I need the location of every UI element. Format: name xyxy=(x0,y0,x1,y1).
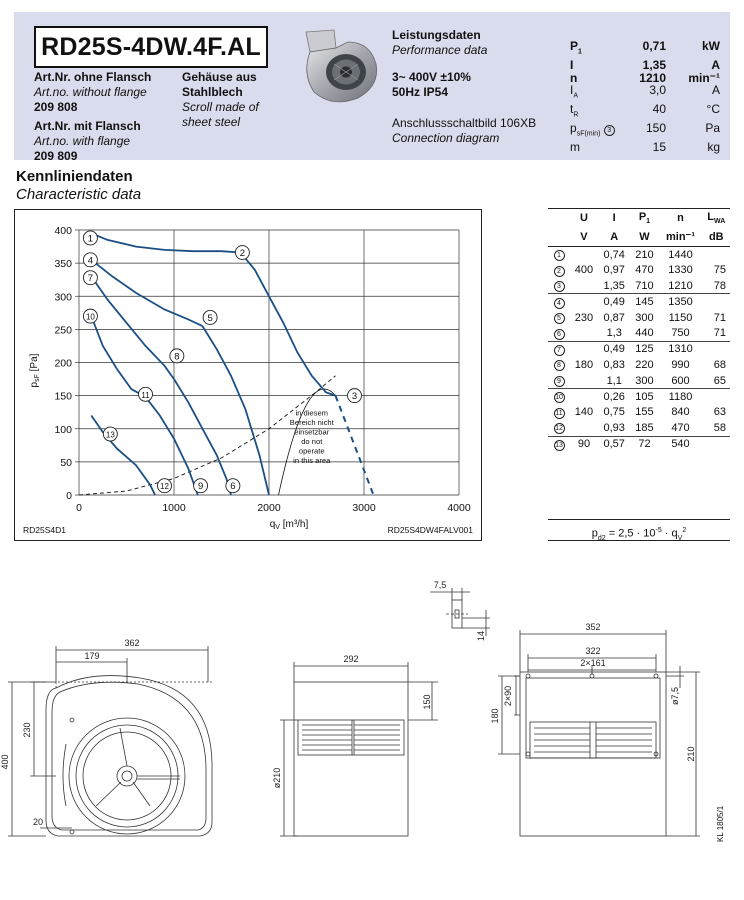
chart-svg xyxy=(15,210,481,540)
x-axis-label: $q_V$ [m³/h] xyxy=(269,519,309,531)
cell-i: 1,3 xyxy=(598,325,631,341)
curve-marker: 8 xyxy=(554,360,565,371)
spec-row xyxy=(570,122,720,141)
cell-l xyxy=(703,436,730,452)
cell-u: 90 xyxy=(577,438,591,451)
cell-l xyxy=(703,294,730,310)
y-axis-label: $p_{sF}$ [Pa] xyxy=(29,353,41,388)
y-tick-label: 300 xyxy=(54,291,72,304)
cell-u: 180 xyxy=(574,358,594,371)
curve-marker: 3 xyxy=(554,281,565,292)
cell-p: 220 xyxy=(635,358,654,371)
cell-p: 105 xyxy=(635,390,654,403)
cell-l: 68 xyxy=(713,358,726,371)
chart-footer-right: RD25S4DW4FALV001 xyxy=(387,525,473,535)
unit-n: min⁻¹ xyxy=(658,228,702,247)
x-tick-label: 3000 xyxy=(352,502,376,514)
curve-marker-label: 9 xyxy=(197,481,204,493)
header-panel xyxy=(14,12,730,163)
spec-row xyxy=(570,103,720,122)
dim-20: 20 xyxy=(32,817,44,827)
curve-marker-label: 8 xyxy=(174,351,180,363)
flange-detail xyxy=(446,600,468,628)
cell-i: 1,35 xyxy=(598,278,631,294)
dim-292: 292 xyxy=(343,654,359,664)
curve-marker-label: 7 xyxy=(87,273,94,285)
y-tick-label: 400 xyxy=(54,225,72,237)
table-row xyxy=(548,262,730,278)
cell-n: 1210 xyxy=(658,278,702,294)
curve-marker: 13 xyxy=(555,441,563,449)
curve-4 xyxy=(91,260,202,326)
system-curve-formula: $p_{d2} = 2,5 \cdot 10^{-5} \cdot q_V^2$ xyxy=(548,519,730,541)
cell-n: 470 xyxy=(658,420,702,436)
row-id xyxy=(548,436,570,452)
outlet-view xyxy=(520,672,666,836)
housing-de-2: Stahlblech xyxy=(182,85,243,99)
x-tick-label: 0 xyxy=(76,502,82,514)
cell-l: 63 xyxy=(713,406,726,419)
table-row xyxy=(548,404,730,420)
cell-u: 400 xyxy=(574,264,594,277)
dim-210-outlet: 210 xyxy=(686,746,696,762)
spec-val: 3,0 xyxy=(649,83,666,98)
curve-marker: 11 xyxy=(555,409,563,417)
cell-i: 1,1 xyxy=(598,373,631,389)
spec-sym: $t_R$ xyxy=(570,102,579,119)
spec-unit: °C xyxy=(706,102,720,117)
cell-p: 125 xyxy=(635,343,654,356)
dim-2x90: 2×90 xyxy=(503,685,513,707)
row-id xyxy=(548,389,570,405)
spec-row xyxy=(570,59,720,72)
curve-marker: 9 xyxy=(554,376,565,387)
unit-i: A xyxy=(598,228,631,247)
spec-unit: kW xyxy=(702,39,720,53)
table-row xyxy=(548,294,730,310)
side-view xyxy=(294,682,408,836)
curve-marker-label: 3 xyxy=(351,391,358,403)
col-p: $P_1$ xyxy=(631,209,659,228)
table-row xyxy=(548,278,730,294)
curve-marker: 5 xyxy=(554,313,565,324)
table-row xyxy=(548,389,730,405)
curve-marker: 12 xyxy=(555,425,563,433)
row-id xyxy=(548,420,570,436)
curve-2 xyxy=(241,253,336,396)
conn-en: Connection diagram xyxy=(392,131,500,145)
chart-footer-left: RD25S4D1 xyxy=(23,525,66,535)
dim-210-side: ø210 xyxy=(272,767,282,789)
dim-14: 14 xyxy=(476,630,486,642)
curve-5 xyxy=(203,326,270,495)
doc-code: KL 1805/1 xyxy=(716,805,725,842)
cell-l xyxy=(703,341,730,357)
spec-sym: I xyxy=(570,57,574,72)
cell-n: 1310 xyxy=(668,343,693,356)
cell-l: 78 xyxy=(703,278,730,294)
curve-13 xyxy=(91,416,155,496)
x-tick-label: 2000 xyxy=(257,502,281,514)
cell-i: 0,83 xyxy=(603,358,625,371)
spec-val: 1,35 xyxy=(642,57,666,72)
cell-i: 0,49 xyxy=(603,343,625,356)
cell-l: 71 xyxy=(703,325,730,341)
cell-n: 1330 xyxy=(668,264,693,277)
table-row xyxy=(548,373,730,389)
cell-p: 710 xyxy=(631,278,659,294)
spec-unit: A xyxy=(711,83,720,98)
fan-photo xyxy=(296,24,384,108)
y-tick-label: 0 xyxy=(66,490,72,502)
spec-unit: min⁻¹ xyxy=(688,70,720,85)
cell-p: 300 xyxy=(635,311,654,324)
section-title-de: Kennliniendaten xyxy=(16,168,133,185)
curve-7 xyxy=(91,276,174,379)
spec-row xyxy=(570,84,720,103)
cell-n: 990 xyxy=(671,358,690,371)
section-title xyxy=(16,168,141,204)
art-no-with-value: 209 809 xyxy=(34,149,78,163)
curve-marker-label: 12 xyxy=(160,482,169,492)
cell-l xyxy=(703,389,730,405)
col-lwa: $L_{WA}$ xyxy=(703,209,730,228)
dim-7-5: 7,5 xyxy=(433,580,447,590)
row-id xyxy=(548,262,570,278)
table-header xyxy=(548,209,730,228)
curve-marker: 1 xyxy=(554,250,565,261)
table-row xyxy=(548,247,730,263)
cell-u xyxy=(570,420,598,436)
curve-marker: 4 xyxy=(554,298,565,309)
table-row xyxy=(548,436,730,452)
housing-de-1: Gehäuse aus xyxy=(182,70,257,84)
cell-l: 75 xyxy=(713,264,726,277)
row-id xyxy=(548,310,570,326)
cell-u xyxy=(570,247,598,263)
spec-row xyxy=(570,40,720,59)
cell-u xyxy=(570,373,598,389)
table-row xyxy=(548,420,730,436)
cell-n: 540 xyxy=(671,438,690,451)
y-tick-label: 350 xyxy=(54,258,72,271)
curve-10 xyxy=(91,316,145,397)
cell-i: 0,87 xyxy=(603,311,625,324)
housing-en-1: Scroll made of xyxy=(182,100,259,114)
cell-i: 0,26 xyxy=(603,390,625,403)
dim-322: 322 xyxy=(585,646,601,656)
table-row xyxy=(548,310,730,326)
freq-ip: 50Hz IP54 xyxy=(392,85,449,99)
curve-marker-label: 4 xyxy=(87,255,94,267)
characteristic-chart xyxy=(14,209,482,541)
dim-2x161: 2×161 xyxy=(580,658,606,668)
model-title: RD25S-4DW.4F.AL xyxy=(34,26,268,68)
spec-unit: Pa xyxy=(705,121,720,136)
spec-sym: n xyxy=(570,70,578,85)
curve-1 xyxy=(91,233,240,252)
col-n: n xyxy=(658,209,702,228)
cell-p: 470 xyxy=(635,264,654,277)
spec-val: 15 xyxy=(652,140,666,155)
front-view xyxy=(46,676,212,836)
curve-marker-label: 2 xyxy=(239,248,246,260)
cell-u: 230 xyxy=(574,311,594,324)
cell-p: 145 xyxy=(635,296,654,309)
cell-l: 71 xyxy=(713,311,726,324)
cell-n: 600 xyxy=(658,373,702,389)
operating-limit-line xyxy=(336,396,374,495)
art-no-block xyxy=(34,70,194,164)
unit-p: W xyxy=(631,228,659,247)
dim-400: 400 xyxy=(0,754,10,770)
no-operate-annotation: in diesem Bereich nicht einsetzbar do not operate in this area xyxy=(289,408,334,465)
dim-230: 230 xyxy=(22,722,32,738)
spec-row xyxy=(570,141,720,154)
spec-sym: $p_{sF(min)}$ 3 xyxy=(570,122,622,141)
dimension-drawings xyxy=(0,570,744,900)
row-id xyxy=(548,247,570,263)
curve-8 xyxy=(174,379,231,495)
cell-p: 440 xyxy=(631,325,659,341)
row-id xyxy=(548,373,570,389)
cell-i: 0,57 xyxy=(603,438,625,451)
cell-i: 0,49 xyxy=(603,296,625,309)
spec-list xyxy=(570,40,720,154)
unit-lwa: dB xyxy=(703,228,730,247)
cell-u xyxy=(570,294,598,310)
curve-marker: 2 xyxy=(554,266,565,277)
spec-sym: $I_A$ xyxy=(570,83,579,100)
x-tick-label: 4000 xyxy=(447,502,471,514)
curve-marker: 10 xyxy=(555,394,563,402)
dim-7-5-hole: ø7,5 xyxy=(670,686,680,706)
cell-l xyxy=(703,247,730,263)
cell-i: 0,74 xyxy=(603,248,625,261)
y-tick-label: 100 xyxy=(54,423,72,436)
table-row xyxy=(548,325,730,341)
spec-val: 40 xyxy=(652,102,666,117)
cell-p: 210 xyxy=(635,248,654,261)
spec-unit: A xyxy=(711,57,720,72)
curve-marker: 7 xyxy=(554,345,565,356)
curve-11 xyxy=(146,397,198,495)
col-i: I xyxy=(598,209,631,228)
row-id xyxy=(548,278,570,294)
unit-u: V xyxy=(570,228,598,247)
row-id xyxy=(548,325,570,341)
section-title-en: Characteristic data xyxy=(16,186,142,203)
y-tick-label: 250 xyxy=(54,324,72,337)
operating-points-table xyxy=(548,208,730,452)
art-no-with-label: Art.Nr. mit Flansch xyxy=(34,119,141,133)
art-no-without-value: 209 808 xyxy=(34,100,78,114)
cell-i: 0,97 xyxy=(603,264,625,277)
conn-de: Anschlussschaltbild 106XB xyxy=(392,116,537,130)
spec-val: 150 xyxy=(645,121,666,136)
cell-u xyxy=(570,278,598,294)
housing-block xyxy=(182,70,282,130)
cell-n: 1150 xyxy=(668,311,693,324)
spec-sym: m xyxy=(570,140,580,155)
table-units xyxy=(548,228,730,247)
curve-marker-label: 10 xyxy=(85,312,95,322)
cell-p: 72 xyxy=(638,438,651,451)
y-tick-label: 200 xyxy=(54,357,72,370)
art-no-without-label-en: Art.no. without flange xyxy=(34,85,147,99)
performance-block xyxy=(392,28,562,146)
cell-n: 1180 xyxy=(668,390,693,403)
cell-n: 1440 xyxy=(668,248,693,261)
cell-u xyxy=(570,325,598,341)
cell-n: 750 xyxy=(658,325,702,341)
perf-en: Performance data xyxy=(392,43,488,57)
curve-marker-label: 6 xyxy=(230,481,236,493)
x-tick-label: 1000 xyxy=(162,502,186,514)
spec-val: 1210 xyxy=(639,70,666,85)
cell-u xyxy=(570,389,598,405)
curve-marker-label: 5 xyxy=(207,312,213,324)
cell-p: 185 xyxy=(631,420,659,436)
dim-362: 362 xyxy=(124,638,140,648)
cell-n: 840 xyxy=(671,406,690,419)
table-row xyxy=(548,357,730,373)
row-id xyxy=(548,404,570,420)
dim-150: 150 xyxy=(422,694,432,710)
dim-352: 352 xyxy=(585,622,601,632)
cell-u: 140 xyxy=(574,406,594,419)
perf-de: Leistungsdaten xyxy=(392,28,481,42)
cell-p: 300 xyxy=(631,373,659,389)
row-id xyxy=(548,294,570,310)
row-id xyxy=(548,341,570,357)
table-row xyxy=(548,341,730,357)
col-u: U xyxy=(570,209,598,228)
spec-row xyxy=(570,72,720,85)
art-no-with-label-en: Art.no. with flange xyxy=(34,134,131,148)
housing-en-2: sheet steel xyxy=(182,115,241,129)
spec-sym: $P_1$ xyxy=(570,39,582,56)
y-tick-label: 50 xyxy=(60,456,72,469)
dim-180: 180 xyxy=(490,708,500,724)
curve-marker-label: 11 xyxy=(141,390,150,400)
dim-179: 179 xyxy=(84,651,100,661)
curve-marker-label: 1 xyxy=(87,233,94,245)
curve-marker-label: 13 xyxy=(105,430,115,440)
cell-i: 0,93 xyxy=(598,420,631,436)
y-tick-label: 150 xyxy=(54,390,72,403)
cell-u xyxy=(570,341,598,357)
cell-l: 65 xyxy=(703,373,730,389)
spec-unit: kg xyxy=(707,140,720,155)
cell-l: 58 xyxy=(703,420,730,436)
cell-n: 1350 xyxy=(668,296,693,309)
voltage: 3~ 400V ±10% xyxy=(392,70,471,84)
spec-val: 0,71 xyxy=(642,39,666,53)
cell-i: 0,75 xyxy=(603,406,625,419)
curve-marker: 6 xyxy=(554,329,565,340)
art-no-without-label: Art.Nr. ohne Flansch xyxy=(34,70,152,84)
cell-p: 155 xyxy=(635,406,654,419)
row-id xyxy=(548,357,570,373)
